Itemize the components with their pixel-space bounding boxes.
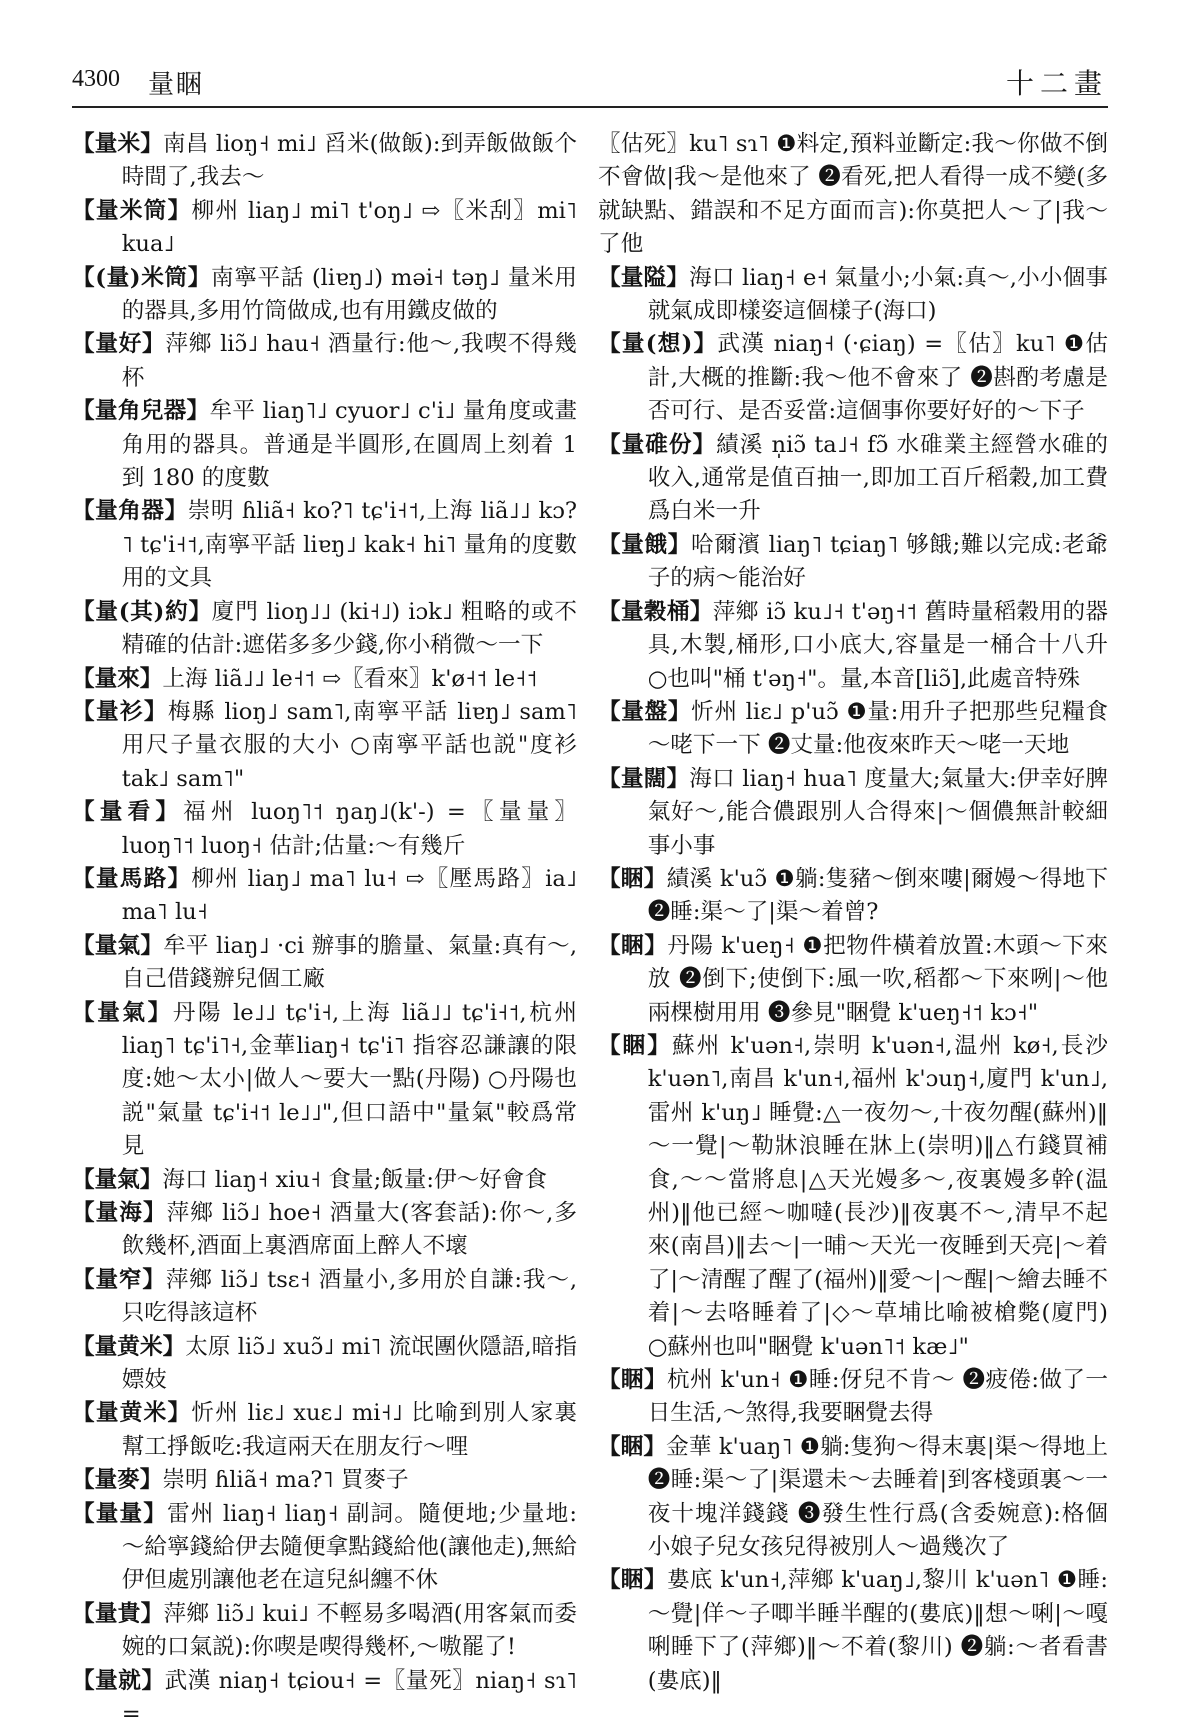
entry-headword: 【量看】 <box>72 799 184 826</box>
entry-headword: 【睏】 <box>598 1032 672 1059</box>
entry-text: 哈爾濱 liaŋ˥ tɕiaŋ˥ 够餓;難以完成:老爺子的病～能治好 <box>647 531 1109 592</box>
entry-headword: 【量馬路】 <box>72 865 192 892</box>
dictionary-entry <box>72 1498 577 1598</box>
entry-text: 南寧平話 (liɐŋ˩) məi˧ təŋ˩ 量米用的器具,多用竹筒做成,也有用鐵皮做的 <box>121 264 577 325</box>
dictionary-entry <box>72 1397 577 1464</box>
entry-headword: 【睏】 <box>598 932 668 959</box>
dictionary-entry <box>72 663 577 696</box>
entry-text: 忻州 liɛ˩ xuɛ˩ mi˧˩ 比喻到別人家裏幫工掙飯吃:我這兩天在朋友行～哩 <box>121 1400 578 1460</box>
dictionary-entry <box>598 328 1108 428</box>
dictionary-entry <box>598 1364 1108 1431</box>
dictionary-entry <box>72 1464 577 1497</box>
entry-headword: 【量闊】 <box>598 765 690 792</box>
entry-headword: 【量碓份】 <box>598 431 717 458</box>
dictionary-entry <box>598 696 1108 763</box>
entry-text: 柳州 liaŋ˩ ma˥ lu˧ ⇨〖壓馬路〗ia˩ ma˥ lu˧ <box>121 865 578 926</box>
dictionary-entry <box>598 429 1108 529</box>
entry-headword: 【量盤】 <box>598 698 692 725</box>
dictionary-entry <box>72 395 577 495</box>
dictionary-entry <box>72 495 577 595</box>
entry-headword: 【量餓】 <box>598 531 692 558</box>
entry-headword: 【量(其)約】 <box>72 598 212 625</box>
entry-headword: 【量(想)】 <box>598 331 718 358</box>
entry-text: 梅縣 lioŋ˩ sam˥,南寧平話 liɐŋ˩ sam˥ 用尺子量衣服的大小 ○南寧平話也説"度衫 tak˩ sam˥" <box>121 698 578 792</box>
dictionary-entry <box>72 262 577 329</box>
entry-text: 福州 luoŋ˥˦ ŋaŋ˩(k'-) =〖量量〗luoŋ˥˦ luoŋ˧ 估計;估量:～有幾斤 <box>121 799 577 859</box>
dictionary-entry <box>72 1331 577 1398</box>
entry-text: 蘇州 k'uən˧,崇明 k'uən˧,温州 kø˧,長沙 k'uən˥,南昌 k'un˧,福州 k'ɔuŋ˧,廈門 k'un˩,雷州 k'uŋ˩ 睡覺:△一夜勿～,十夜勿醒(蘇州)‖～一覺|～勒牀浪睡在牀上(崇明)‖△冇錢買補食,～～當將息|△天光嫚多～,夜裏嫚多幹(温州)‖他已經～咖噠(長沙)‖夜裏不～,清早不起來(南昌)‖去～|一晡～天光一夜睡到天亮|～着了|～清醒了醒了(福州)‖愛～|～醒|～繪去睡不着|～去咯睡着了|◇～草埔比喻被槍斃(廈門) ○蘇州也叫"睏覺 k'uən˥˦ kæ˩" <box>647 1032 1108 1360</box>
entry-text: 丹陽 k'ueŋ˧ ❶把物件橫着放置:木頭～下來放 ❷倒下;使倒下:風一吹,稻都～下來咧|～他兩棵樹用用 ❸參見"睏覺 k'ueŋ˧˦ kɔ˧" <box>647 932 1109 1026</box>
dictionary-entry <box>72 1197 577 1264</box>
entry-headword: 【量衫】 <box>72 698 168 725</box>
dictionary-entry <box>72 195 577 262</box>
dictionary-entry <box>598 930 1108 1030</box>
entry-text: 〖估死〗ku˥ sɿ˥ ❶料定,預料並斷定:我～你做不倒不會做|我～是他來了 ❷看死,把人看得一成不變(多就缺點、錯誤和不足方面而言):你莫把人～了|我～了他 <box>598 131 1108 258</box>
entry-text: 上海 liã˩˩ le˧˦ ⇨〖看來〗k'ø˧˦ le˧˦ <box>162 665 538 692</box>
dictionary-entry <box>72 596 577 663</box>
entry-headword: 【量來】 <box>72 665 163 692</box>
entry-headword: 【量貴】 <box>72 1600 164 1627</box>
entry-headword: 【量角兒器】 <box>72 398 210 425</box>
entry-text: 萍鄉 liɔ̃˩ hau˧ 酒量行:他～,我喫不得幾杯 <box>121 331 578 391</box>
entry-text: 牟平 liaŋ˥˩ cyuor˩ c'i˩ 量角度或畫角用的器具。普通是半圓形,在圓周上刻着 1 到 180 的度數 <box>121 398 578 492</box>
dictionary-entry <box>72 1598 577 1665</box>
header-divider <box>72 106 1108 108</box>
entry-headword: 【量窄】 <box>72 1266 166 1293</box>
dictionary-entry <box>598 763 1108 863</box>
entry-text: 太原 liɔ̃˩ xuɔ̃˩ mi˥ 流氓團伙隱語,暗指嫖妓 <box>121 1333 577 1394</box>
entry-text: 柳州 liaŋ˩ mi˥ t'oŋ˩ ⇨〖米刮〗mi˥ kua˩ <box>121 197 578 258</box>
entry-text: 海口 liaŋ˧ e˧ 氣量小;小氣:真～,小小個事就氣成即樣姿這個樣子(海口) <box>647 264 1108 325</box>
entry-headword: 【量麥】 <box>72 1467 163 1494</box>
entry-headword: 【睏】 <box>598 1433 667 1460</box>
dictionary-entry <box>598 529 1108 596</box>
dictionary-entry <box>598 262 1108 329</box>
dictionary-entry <box>72 863 577 930</box>
entry-headword: 【量好】 <box>72 331 166 358</box>
entry-headword: 【睏】 <box>598 865 667 892</box>
dictionary-entry <box>598 596 1108 696</box>
entry-headword: 【量就】 <box>72 1667 165 1694</box>
entry-text: 萍鄉 liɔ̃˩ tsɛ˧ 酒量小,多用於自謙:我～,只吃得該這杯 <box>121 1266 577 1327</box>
dictionary-entry <box>598 1030 1108 1364</box>
entry-text: 海口 liaŋ˧ hua˥ 度量大;氣量大:伊幸好脾氣好～,能合儂跟別人合得來|～個儂無計較細事小事 <box>647 765 1109 859</box>
dictionary-entry <box>598 863 1108 930</box>
dictionary-entry <box>598 1431 1108 1565</box>
entry-text: 杭州 k'un˧ ❶睡:伢兒不肯～ ❷疲倦:做了一日生活,～煞得,我要睏覺去得 <box>647 1367 1109 1427</box>
entry-headword: 【量氣】 <box>72 1166 163 1193</box>
entry-text: 海口 liaŋ˧ xiu˧ 食量;飯量:伊～好會食 <box>162 1166 547 1193</box>
entry-headword: 【量角器】 <box>72 498 188 525</box>
entry-text: 績溪 n̩iɔ̃ ta˩˧ fɔ̃ 水碓業主經營水碓的收入,通常是值百抽一,即加工百斤稻穀,加工費爲白米一升 <box>647 431 1109 525</box>
left-column <box>72 128 577 1732</box>
entry-headword: 【量量】 <box>72 1500 168 1527</box>
dictionary-entry <box>72 997 577 1164</box>
running-headwords: 量睏 <box>148 70 205 100</box>
right-column <box>598 128 1108 1698</box>
entry-headword: 【量海】 <box>72 1200 167 1226</box>
entry-headword: 【量穀桶】 <box>598 598 713 625</box>
entry-text: 廈門 lioŋ˩˩ (ki˧˩) iɔk˩ 粗略的或不精確的估計:遮偌多多少錢,你小稍微～一下 <box>121 598 577 659</box>
dictionary-entry <box>72 1164 577 1197</box>
dictionary-entry <box>598 128 1108 262</box>
entry-headword: 【睏】 <box>598 1367 667 1394</box>
entry-text: 丹陽 le˩˩ tɕ'i˧,上海 liã˩˩ tɕ'i˧˦,杭州 liaŋ˥ tɕ'i˥˧,金華liaŋ˧ tɕ'i˥ 指容忍謙讓的限度:她～太小|做人～要大一點(丹陽) ○丹陽也説"氣量 tɕ'i˧˦ le˩˩",但口語中"量氣"較爲常見 <box>121 999 578 1160</box>
entry-text: 萍鄉 iɔ̃ ku˩˧ t'əŋ˧˦ 舊時量稻穀用的器具,木製,桶形,口小底大,容量是一桶合十八升 ○也叫"桶 t'əŋ˧"。量,本音[liɔ̃],此處音特殊 <box>647 598 1108 692</box>
entry-text: 崇明 ɦliã˧ ko?˥ tɕ'i˧˦,上海 liã˩˩ kɔ?˥ tɕ'i˧˦,南寧平話 liɐŋ˩ kak˧ hi˥ 量角的度數用的文具 <box>121 498 577 592</box>
entry-text: 牟平 liaŋ˩ ·ci 辦事的膽量、氣量:真有～,自己借錢辦兒個工廠 <box>121 932 577 993</box>
entry-headword: 【睏】 <box>598 1567 667 1594</box>
dictionary-entry <box>72 696 577 796</box>
section-title: 十二畫 <box>1005 67 1108 100</box>
dictionary-entry <box>72 1264 577 1331</box>
entry-text: 武漢 niaŋ˧ tɕiou˧ =〖量死〗niaŋ˧ sɿ˥ = <box>121 1667 578 1728</box>
dictionary-entry <box>72 796 577 863</box>
page-number: 4300 <box>72 66 120 92</box>
dictionary-entry <box>72 128 577 195</box>
entry-text: 雷州 liaŋ˧ liaŋ˧ 副詞。隨便地;少量地:～給寧錢給伊去隨便拿點錢給他(讓他走),無給伊但處別讓他老在這兒糾纏不休 <box>121 1500 577 1594</box>
page-header <box>72 66 1108 106</box>
entry-text: 崇明 ɦliã˧ ma?˥ 買麥子 <box>162 1467 409 1494</box>
entry-text: 忻州 liɛ˩ p'uɔ̃ ❶量:用升子把那些兒糧食～咾下一下 ❷丈量:他夜來昨天～咾一天地 <box>647 698 1108 759</box>
entry-headword: 【量氣】 <box>72 999 173 1026</box>
entry-headword: 【量米】 <box>72 131 164 157</box>
entry-headword: 【量米筒】 <box>72 197 192 224</box>
entry-headword: 【量氣】 <box>72 932 164 959</box>
entry-headword: 【量黄米】 <box>72 1333 186 1360</box>
entry-headword: 【量隘】 <box>598 264 690 291</box>
dictionary-entry <box>72 1665 577 1732</box>
entry-text: 武漢 niaŋ˧ (·ɕiaŋ) =〖估〗ku˥ ❶估計,大概的推斷:我～他不會來了 ❷斟酌考慮是否可行、是否妥當:這個事你要好好的～下子 <box>647 331 1108 425</box>
dictionary-entry <box>598 1564 1108 1698</box>
entry-text: 萍鄉 liɔ̃˩ hoe˧ 酒量大(客套話):你～,多飲幾杯,酒面上裏酒席面上醉人不壞 <box>121 1200 578 1260</box>
entry-text: 南昌 lioŋ˧ mi˩ 舀米(做飯):到弄飯做飯个時間了,我去～ <box>121 131 577 191</box>
entry-headword: 【(量)米筒】 <box>72 264 211 291</box>
entry-text: 萍鄉 liɔ̃˩ kui˩ 不輕易多喝酒(用客氣而委婉的口氣説):你喫是喫得幾杯,～嗷罷了! <box>121 1600 577 1661</box>
entry-headword: 【量黄米】 <box>72 1400 192 1427</box>
dictionary-entry <box>72 930 577 997</box>
entry-text: 婁底 k'un˧,萍鄉 k'uaŋ˩,黎川 k'uən˥ ❶睡:～覺|佯～子唧半睡半醒的(婁底)‖想～唎|～嘎唎睡下了(萍鄉)‖～不着(黎川) ❷躺:～者看書(婁底)‖ <box>647 1567 1108 1694</box>
dictionary-entry <box>72 328 577 395</box>
entry-text: 績溪 k'uɔ̃ ❶躺:隻豬～倒來嘍|爾嫚～得地下 ❷睡:渠～了|渠～着曾? <box>647 865 1109 926</box>
entry-text: 金華 k'uaŋ˥ ❶躺:隻狗～得末裏|渠～得地上 ❷睡:渠～了|渠還未～去睡着|到客棧頭裏～一夜十塊洋錢錢 ❸發生性行爲(含委婉意):格個小娘子兒女孩兒得被別人～過幾次了 <box>647 1433 1109 1561</box>
